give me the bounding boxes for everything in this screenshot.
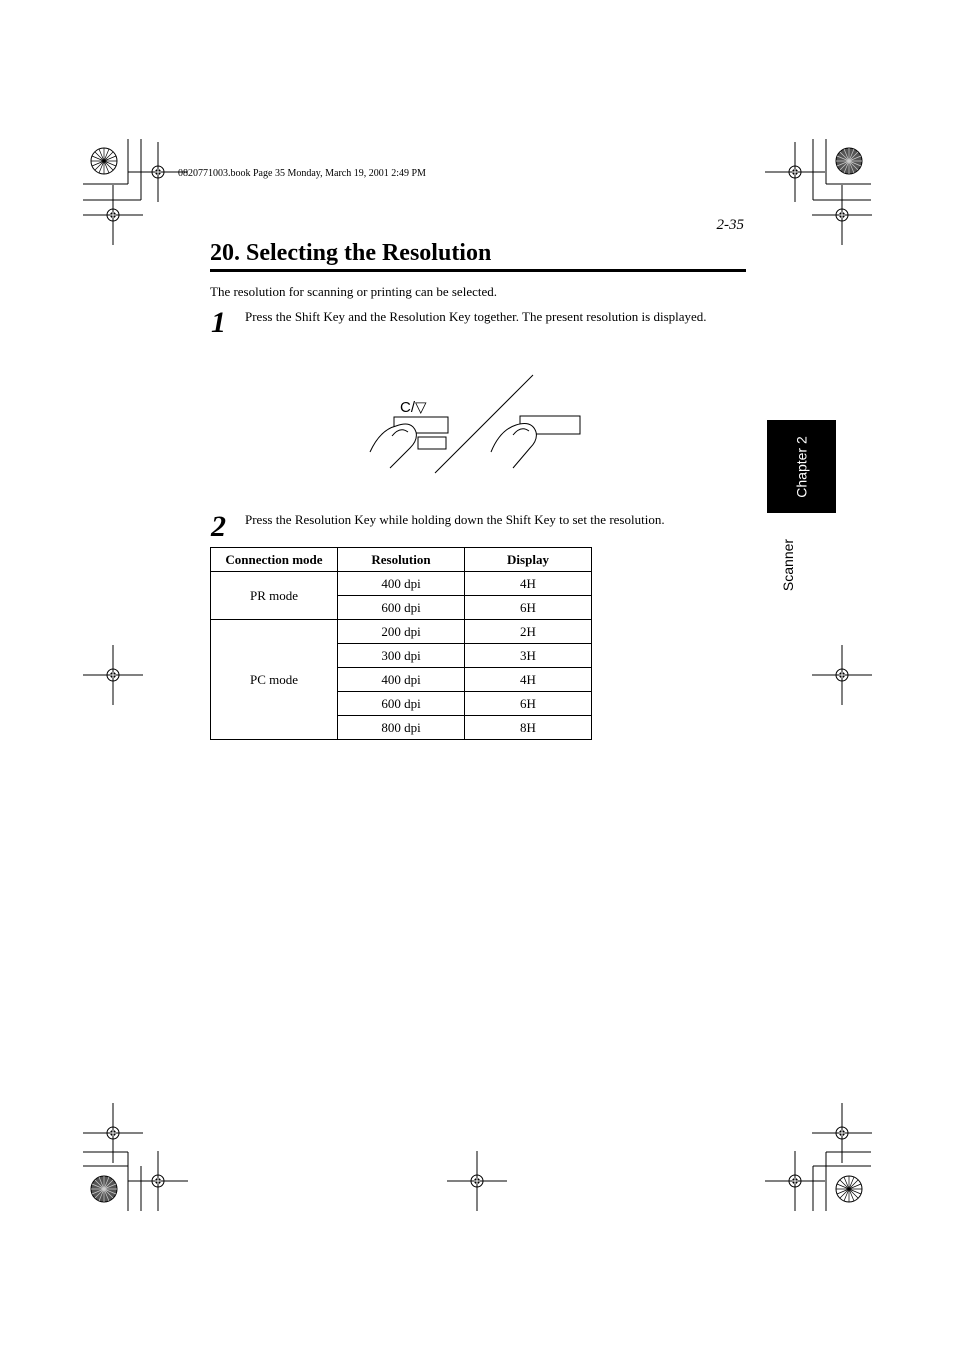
table-header-row — [211, 548, 592, 572]
section-label: Scanner — [780, 538, 796, 592]
table-row — [211, 620, 592, 644]
resolution-cell: 800 dpi — [338, 716, 465, 740]
connection-mode-cell: PR mode — [211, 572, 338, 620]
connection-mode-cell: PC mode — [211, 620, 338, 740]
step-2-text: Press the Resolution Key while holding down the Shift Key to set the resolution. — [245, 512, 665, 527]
column-header-resolution: Resolution — [338, 548, 465, 572]
intro-text: The resolution for scanning or printing can be selected. — [210, 284, 497, 299]
print-header: 0820771003.book Page 35 Monday, March 19, 2001 2:49 PM — [178, 168, 426, 179]
column-header-display: Display — [465, 548, 592, 572]
key-press-illustration — [360, 370, 590, 475]
resolution-table — [210, 547, 592, 740]
display-cell: 6H — [465, 692, 592, 716]
display-cell: 4H — [465, 668, 592, 692]
step-1-text: Press the Shift Key and the Resolution Key together. The present resolution is displayed. — [245, 309, 707, 324]
display-cell: 6H — [465, 596, 592, 620]
display-cell: 4H — [465, 572, 592, 596]
resolution-cell: 300 dpi — [338, 644, 465, 668]
section-side-label — [760, 525, 816, 605]
resolution-cell: 400 dpi — [338, 572, 465, 596]
display-cell: 8H — [465, 716, 592, 740]
page-title: 20. Selecting the Resolution — [210, 240, 492, 266]
table-row — [211, 572, 592, 596]
column-header-connection-mode: Connection mode — [211, 548, 338, 572]
title-rule — [210, 269, 746, 272]
clear-stop-key-label: C/▽ — [400, 399, 427, 416]
chapter-tab-label: Chapter 2 — [793, 435, 810, 498]
display-cell: 3H — [465, 644, 592, 668]
step-2-number: 2 — [211, 510, 226, 543]
chapter-tab — [767, 420, 836, 513]
resolution-cell: 600 dpi — [338, 692, 465, 716]
resolution-cell: 400 dpi — [338, 668, 465, 692]
resolution-cell: 200 dpi — [338, 620, 465, 644]
display-cell: 2H — [465, 620, 592, 644]
resolution-cell: 600 dpi — [338, 596, 465, 620]
page-number: 2-35 — [716, 217, 744, 233]
step-1-number: 1 — [211, 306, 226, 339]
